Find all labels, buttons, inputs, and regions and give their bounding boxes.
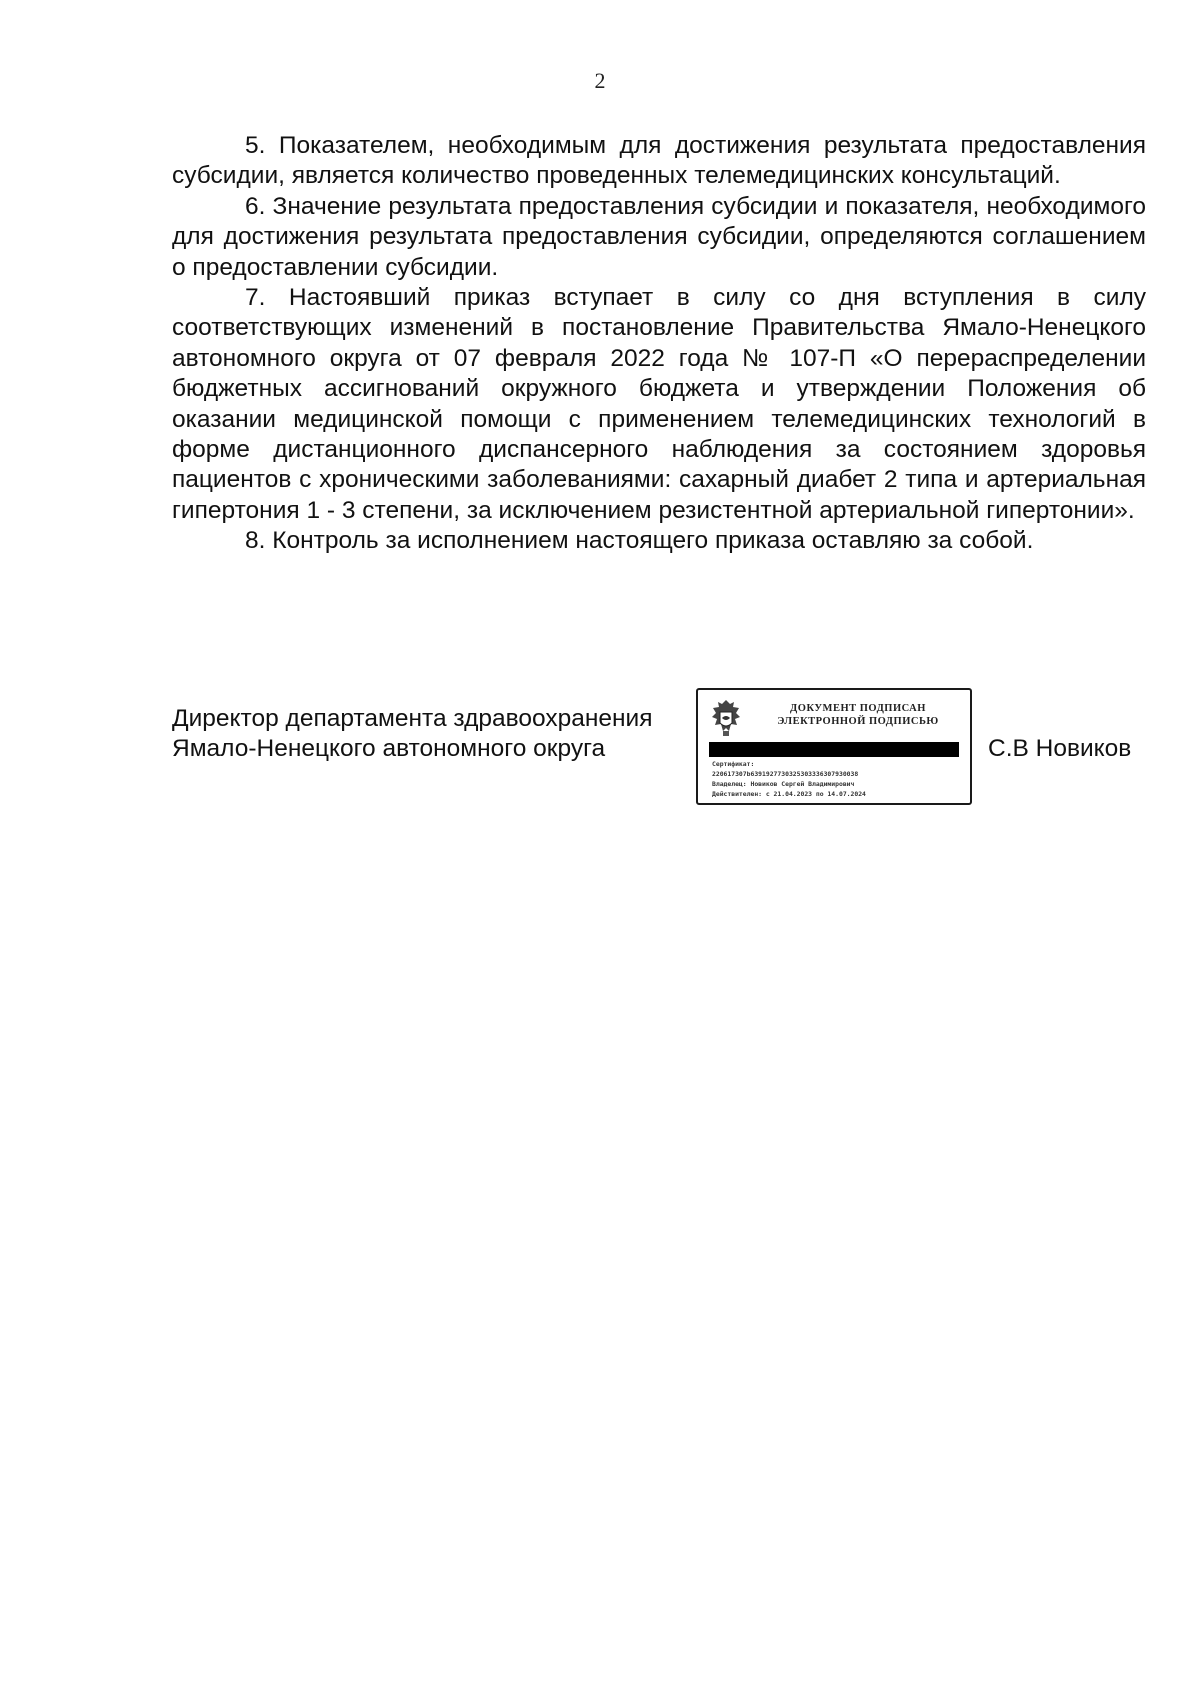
paragraph-5: 5. Показателем, необходимым для достижения результата предоставления субсидии, является количество проведенных телемедицинских консультаций.: [172, 132, 1146, 190]
signature-block: [172, 688, 1146, 808]
paragraph-8: 8. Контроль за исполнением настоящего приказа оставляю за собой.: [245, 527, 1034, 555]
paragraph-7: 7. Настоявший приказ вступает в силу со дня вступления в силу соответствующих изменений в постановление Правительства Ямало-Ненецкого автономного округа от 07 февраля 2022 года № 107-П «О перераспределении бюджетных ассигнований окружного бюджета и утверждении Положения об оказании медицинской помощи с применением телемедицинских технологий в форме дистанционного диспансерного наблюдения за состоянием здоровья пациентов с хроническими заболеваниями: сахарный диабет 2 типа и артериальная гипертония 1 - 3 степени, за исключением резистентной артериальной гипертонии».: [172, 284, 1146, 524]
certificate-label: Сертификат:: [712, 760, 755, 768]
page-number: 2: [594, 68, 606, 93]
certificate-owner: Владелец: Новиков Сергей Владимирович: [712, 780, 855, 788]
signer-name: С.В Новиков: [988, 735, 1132, 762]
signer-title: [172, 704, 652, 765]
certificate-validity: Действителен: с 21.04.2023 по 14.07.2024: [712, 790, 866, 798]
stamp-heading: [750, 702, 966, 728]
stamp-heading-line-1: ДОКУМЕНТ ПОДПИСАН: [790, 703, 926, 714]
electronic-signature-stamp: [696, 688, 972, 805]
order-body: [172, 131, 1146, 557]
coat-of-arms-icon: [708, 698, 744, 738]
paragraph-6: 6. Значение результата предоставления субсидии и показателя, необходимого для достижения результата предоставления субсидии, определяются соглашением о предоставлении субсидии.: [172, 192, 1146, 281]
signer-title-line-1: Директор департамента здравоохранения: [172, 705, 653, 732]
stamp-heading-line-2: ЭЛЕКТРОННОЙ ПОДПИСЬЮ: [777, 716, 939, 727]
signer-title-line-2: Ямало-Ненецкого автономного округа: [172, 735, 606, 763]
stamp-details: [712, 759, 962, 799]
redaction-bar: [709, 742, 959, 757]
certificate-number: 220617307b6391927730325303336307930038: [712, 770, 859, 778]
